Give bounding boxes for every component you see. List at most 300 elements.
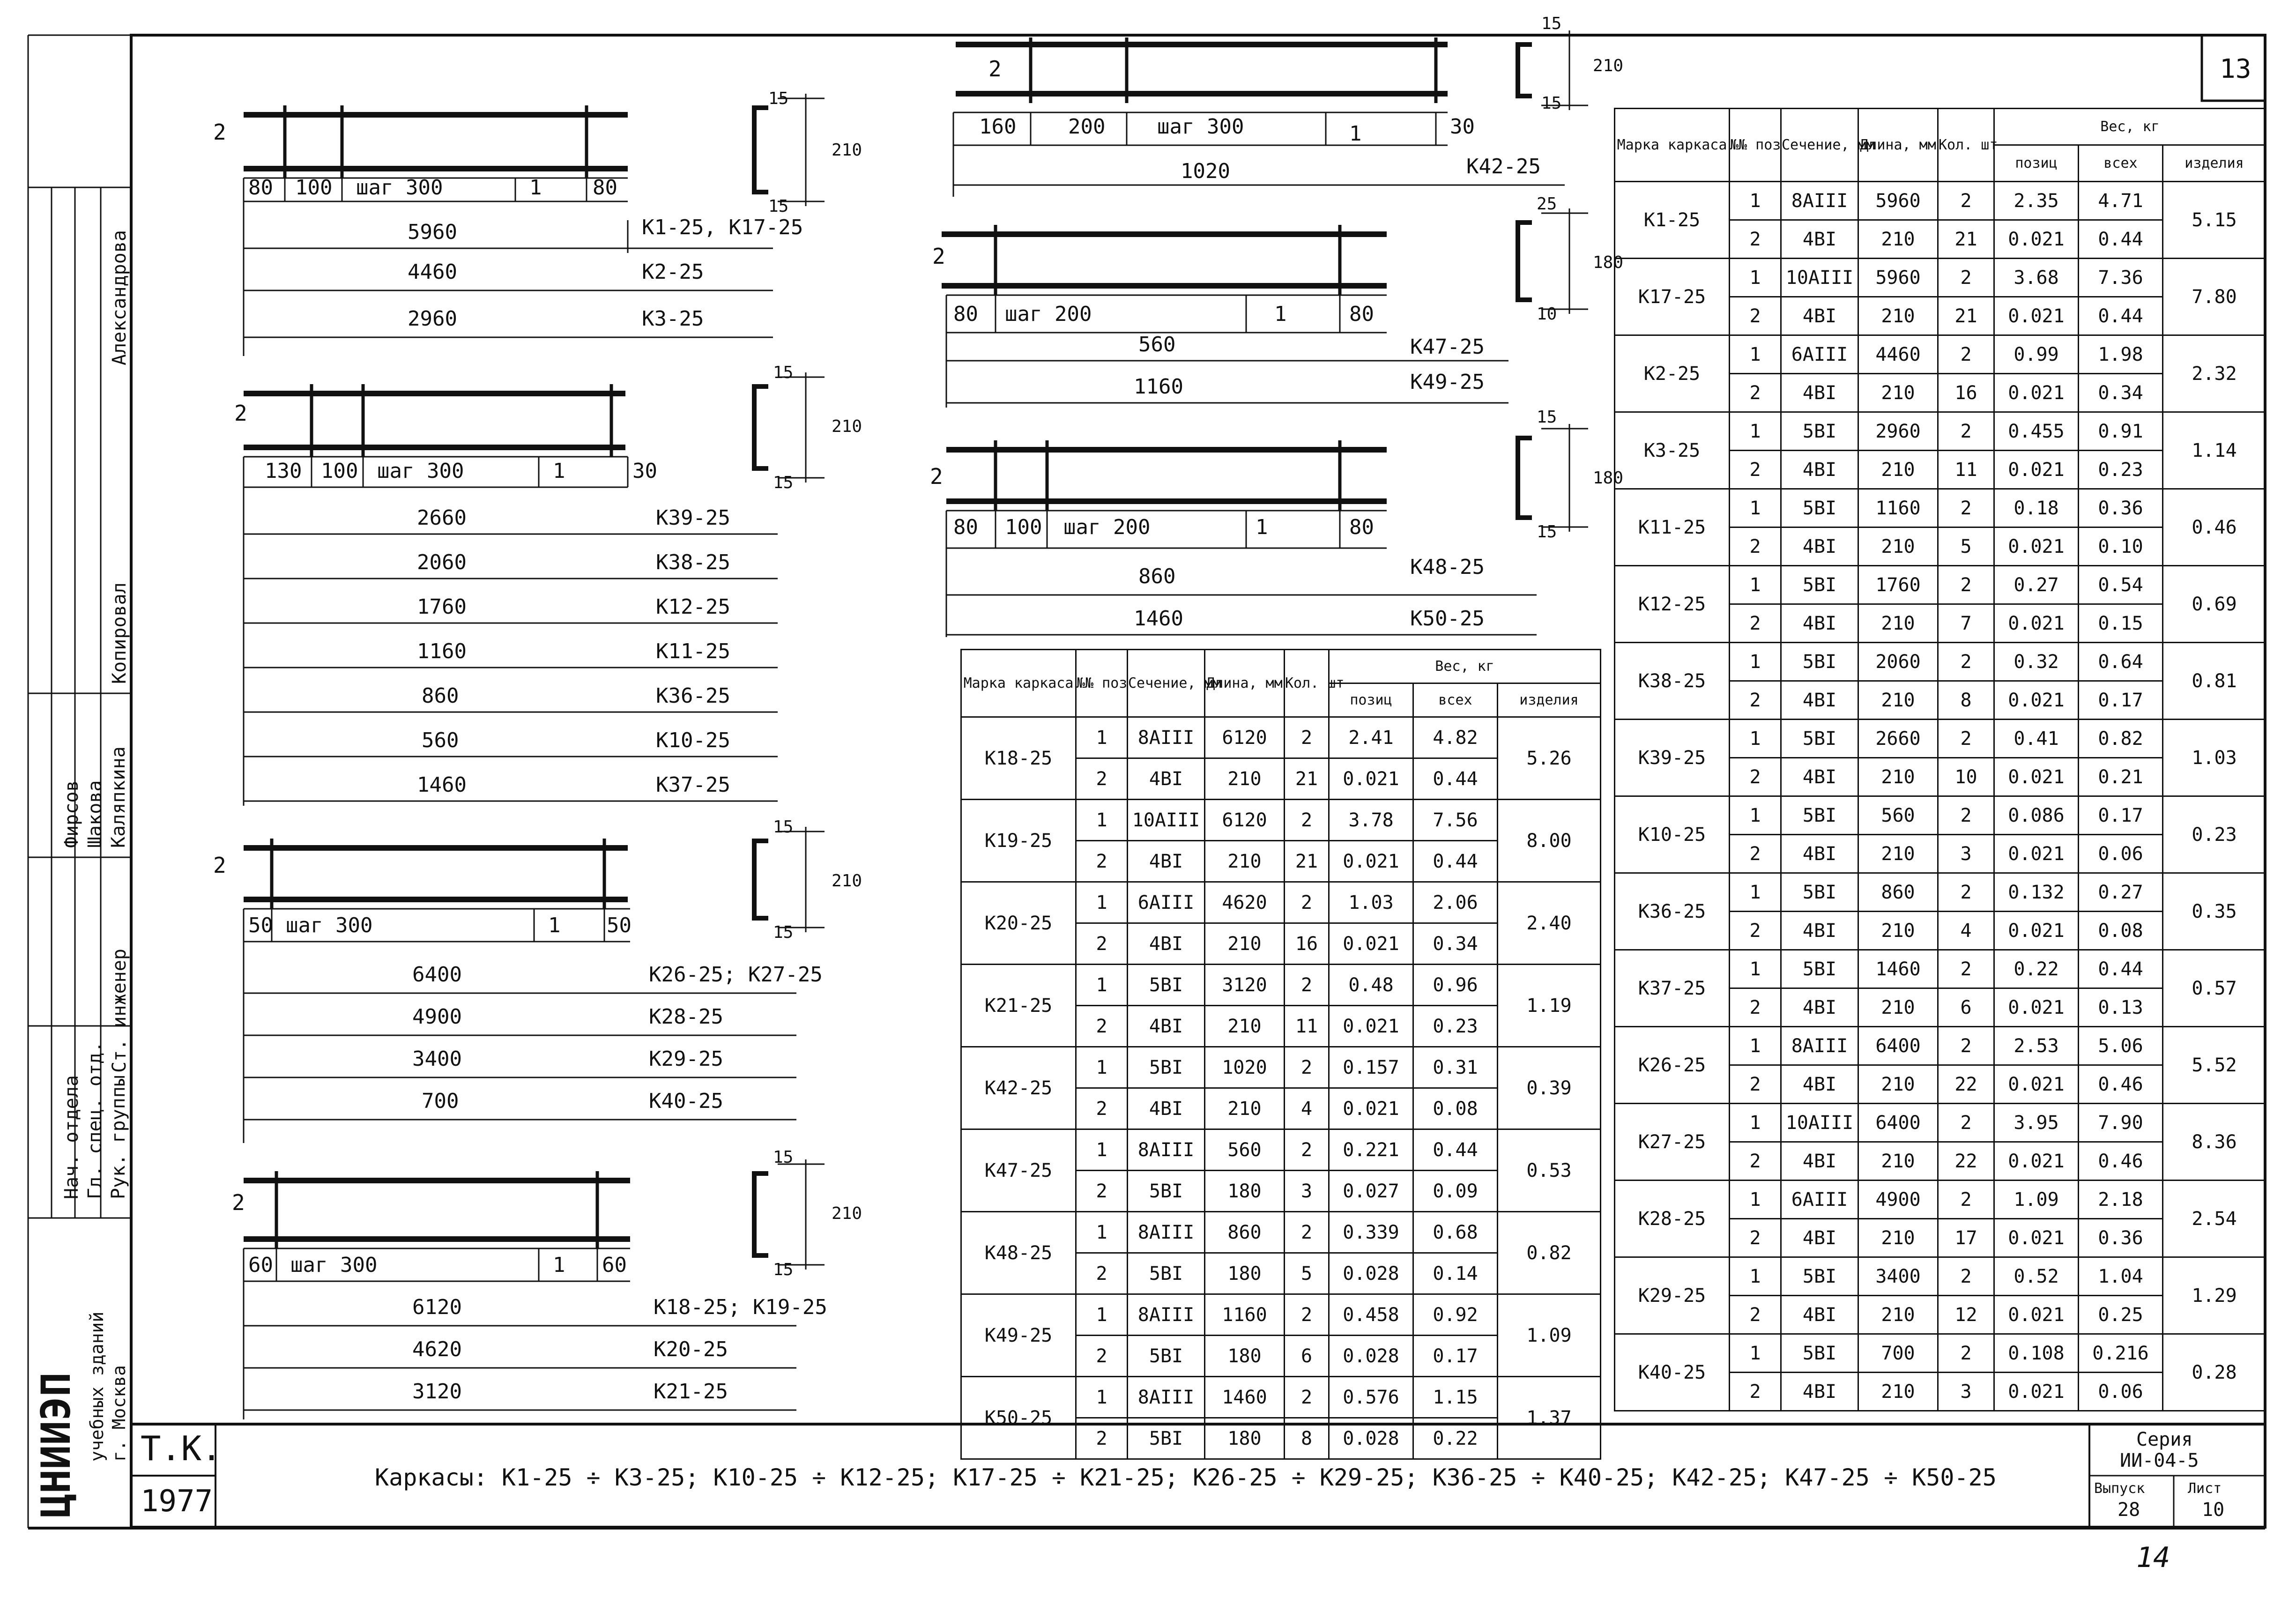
item-weight-cell: 5.52 bbox=[2163, 1027, 2266, 1104]
section-dim: 15 bbox=[773, 473, 794, 492]
quantity-cell: 7 bbox=[1938, 604, 1994, 643]
section-cell: 4BI bbox=[1781, 912, 1858, 950]
length-cell: 6400 bbox=[1858, 1104, 1938, 1142]
item-weight-cell: 2.32 bbox=[2163, 335, 2266, 412]
quantity-cell: 12 bbox=[1938, 1296, 1994, 1334]
table-row bbox=[1615, 950, 2266, 988]
weight-all-cell: 0.54 bbox=[2079, 566, 2163, 604]
weight-all-cell: 1.15 bbox=[1413, 1377, 1498, 1418]
quantity-cell: 2 bbox=[1938, 259, 1994, 297]
table-row bbox=[1615, 1334, 2266, 1373]
position-cell: 1 bbox=[1730, 566, 1781, 604]
section-dim: 15 bbox=[773, 817, 794, 837]
table-row bbox=[1615, 720, 2266, 758]
position-cell: 1 bbox=[1076, 1129, 1128, 1171]
table-row bbox=[961, 1377, 1601, 1418]
header-weight: Вес, кг bbox=[1994, 109, 2266, 145]
header-section: Сечение, мм bbox=[1128, 650, 1205, 717]
quantity-cell: 2 bbox=[1285, 1047, 1329, 1088]
header-weight-all: всех bbox=[1413, 683, 1498, 717]
section-cell: 4BI bbox=[1781, 1142, 1858, 1181]
position-cell: 1 bbox=[1076, 717, 1128, 758]
length-value: 1460 bbox=[417, 773, 467, 797]
quantity-cell: 2 bbox=[1938, 1027, 1994, 1065]
quantity-cell: 2 bbox=[1285, 717, 1329, 758]
weight-all-cell: 0.25 bbox=[2079, 1296, 2163, 1334]
item-weight-cell: 7.80 bbox=[2163, 259, 2266, 335]
weight-position-cell: 0.021 bbox=[1994, 1373, 2079, 1411]
length-value: 700 bbox=[422, 1089, 459, 1113]
length-cell: 210 bbox=[1858, 220, 1938, 259]
section-cell: 5BI bbox=[1781, 412, 1858, 451]
position-cell: 2 bbox=[1730, 1373, 1781, 1411]
position-cell: 2 bbox=[1730, 912, 1781, 950]
mark-list: К10-25 bbox=[656, 728, 730, 752]
length-value: 6120 bbox=[412, 1295, 462, 1319]
weight-all-cell: 7.56 bbox=[1413, 800, 1498, 841]
length-cell: 3400 bbox=[1858, 1257, 1938, 1296]
mark-list: К47-25 bbox=[1410, 335, 1485, 359]
weight-all-cell: 4.71 bbox=[2079, 182, 2163, 220]
quantity-cell: 17 bbox=[1938, 1219, 1994, 1257]
frame-mark-cell: К49-25 bbox=[961, 1294, 1076, 1377]
dim-seg: 1 bbox=[529, 176, 542, 200]
table-row bbox=[1615, 1104, 2266, 1142]
dim-seg: 1 bbox=[553, 459, 565, 483]
stamp-name: Шакова bbox=[84, 780, 106, 848]
position-cell: 1 bbox=[1076, 1212, 1128, 1253]
mark-list: К28-25 bbox=[649, 1005, 723, 1029]
length-cell: 210 bbox=[1858, 1296, 1938, 1334]
frame-mark-cell: К36-25 bbox=[1615, 873, 1730, 950]
stamp-role: Нач. отдела bbox=[61, 1075, 82, 1199]
section-cell: 4BI bbox=[1781, 1296, 1858, 1334]
weight-position-cell: 0.021 bbox=[1994, 1296, 2079, 1334]
frame-mark-cell: К50-25 bbox=[961, 1377, 1076, 1459]
weight-position-cell: 2.35 bbox=[1994, 182, 2079, 220]
weight-all-cell: 0.91 bbox=[2079, 412, 2163, 451]
position-cell: 2 bbox=[1730, 527, 1781, 566]
dim-seg: 160 bbox=[979, 115, 1017, 139]
section-cell: 10AIII bbox=[1781, 1104, 1858, 1142]
header-mark: Марка каркаса bbox=[1615, 109, 1730, 182]
section-dim: 15 bbox=[773, 363, 794, 382]
series-label: Серия bbox=[2136, 1429, 2193, 1450]
weight-all-cell: 0.44 bbox=[1413, 841, 1498, 882]
dim-seg: шаг 200 bbox=[1005, 302, 1092, 326]
section-cell: 8AIII bbox=[1128, 1212, 1205, 1253]
dim-seg: 50 bbox=[248, 913, 273, 937]
stamp-role: Копировал bbox=[109, 582, 130, 684]
weight-all-cell: 0.23 bbox=[2079, 451, 2163, 489]
header-weight-item: изделия bbox=[2163, 145, 2266, 182]
quantity-cell: 5 bbox=[1285, 1253, 1329, 1294]
section-cell: 5BI bbox=[1781, 1334, 1858, 1373]
length-cell: 210 bbox=[1858, 1142, 1938, 1181]
section-dim: 10 bbox=[1537, 304, 1557, 324]
length-cell: 6400 bbox=[1858, 1027, 1938, 1065]
weight-all-cell: 0.08 bbox=[2079, 912, 2163, 950]
bar-label: 2 bbox=[930, 464, 943, 489]
weight-position-cell: 3.68 bbox=[1994, 259, 2079, 297]
header-length: Длина, мм bbox=[1858, 109, 1938, 182]
position-cell: 2 bbox=[1076, 1336, 1128, 1377]
length-cell: 560 bbox=[1858, 796, 1938, 835]
item-weight-cell: 0.39 bbox=[1498, 1047, 1601, 1129]
quantity-cell: 11 bbox=[1938, 451, 1994, 489]
mark-list: К20-25 bbox=[654, 1337, 728, 1361]
table-row bbox=[961, 800, 1601, 841]
item-weight-cell: 5.15 bbox=[2163, 182, 2266, 259]
quantity-cell: 2 bbox=[1285, 1294, 1329, 1336]
length-value: 3400 bbox=[412, 1047, 462, 1071]
weight-all-cell: 0.21 bbox=[2079, 758, 2163, 796]
stamp-name: Каляпкина bbox=[108, 746, 129, 848]
frame-mark-cell: К28-25 bbox=[1615, 1181, 1730, 1257]
section-cell: 5BI bbox=[1128, 1253, 1205, 1294]
length-cell: 210 bbox=[1858, 758, 1938, 796]
mark-list: К49-25 bbox=[1410, 370, 1485, 394]
length-cell: 180 bbox=[1205, 1418, 1285, 1459]
section-dim: 210 bbox=[832, 417, 862, 436]
frame-mark-cell: К12-25 bbox=[1615, 566, 1730, 643]
header-weight-all: всех bbox=[2079, 145, 2163, 182]
section-cell: 5BI bbox=[1781, 643, 1858, 681]
item-weight-cell: 0.28 bbox=[2163, 1334, 2266, 1411]
frame-mark-cell: К40-25 bbox=[1615, 1334, 1730, 1411]
mark-list: К3-25 bbox=[642, 307, 704, 331]
weight-all-cell: 0.13 bbox=[2079, 988, 2163, 1027]
weight-position-cell: 0.576 bbox=[1329, 1377, 1413, 1418]
section-cell: 5BI bbox=[1781, 720, 1858, 758]
length-cell: 4900 bbox=[1858, 1181, 1938, 1219]
weight-position-cell: 0.18 bbox=[1994, 489, 2079, 527]
frame-mark-cell: К3-25 bbox=[1615, 412, 1730, 489]
section-dim: 15 bbox=[768, 89, 789, 108]
length-value: 6400 bbox=[412, 963, 462, 987]
weight-all-cell: 0.17 bbox=[2079, 796, 2163, 835]
dim-seg: 30 bbox=[632, 459, 657, 483]
length-value: 560 bbox=[422, 728, 459, 752]
weight-all-cell: 2.18 bbox=[2079, 1181, 2163, 1219]
section-dim: 180 bbox=[1593, 468, 1624, 488]
weight-position-cell: 0.021 bbox=[1994, 297, 2079, 335]
quantity-cell: 3 bbox=[1285, 1171, 1329, 1212]
section-cell: 5BI bbox=[1128, 1171, 1205, 1212]
length-cell: 2060 bbox=[1858, 643, 1938, 681]
weight-all-cell: 0.27 bbox=[2079, 873, 2163, 912]
quantity-cell: 2 bbox=[1285, 965, 1329, 1006]
weight-all-cell: 0.22 bbox=[1413, 1418, 1498, 1459]
position-cell: 2 bbox=[1730, 1065, 1781, 1104]
table-row bbox=[1615, 643, 2266, 681]
sheet-title: Каркасы: К1-25 ÷ К3-25; К10-25 ÷ К12-25; К17-25 ÷ К21-25; К26-25 ÷ К29-25; К36-25 ÷ К40-25; К42-25; К47-25 ÷ К50-25 bbox=[375, 1464, 1997, 1491]
position-cell: 1 bbox=[1730, 643, 1781, 681]
section-cell: 8AIII bbox=[1128, 717, 1205, 758]
header-qty: Кол. шт bbox=[1938, 109, 1994, 182]
position-cell: 2 bbox=[1730, 220, 1781, 259]
section-cell: 5BI bbox=[1781, 566, 1858, 604]
spec-table-middle bbox=[960, 649, 1601, 1460]
position-cell: 2 bbox=[1730, 758, 1781, 796]
weight-position-cell: 0.021 bbox=[1329, 841, 1413, 882]
header-weight: Вес, кг bbox=[1329, 650, 1601, 683]
quantity-cell: 2 bbox=[1285, 1129, 1329, 1171]
length-cell: 210 bbox=[1858, 297, 1938, 335]
section-cell: 4BI bbox=[1781, 1373, 1858, 1411]
length-cell: 1020 bbox=[1205, 1047, 1285, 1088]
stamp-role: Ст. инженер bbox=[109, 949, 130, 1073]
frame-mark-cell: К2-25 bbox=[1615, 335, 1730, 412]
length-cell: 210 bbox=[1858, 912, 1938, 950]
position-cell: 1 bbox=[1730, 335, 1781, 374]
section-cell: 10AIII bbox=[1128, 800, 1205, 841]
section-cell: 8AIII bbox=[1781, 182, 1858, 220]
weight-all-cell: 0.17 bbox=[1413, 1336, 1498, 1377]
section-dim: 15 bbox=[1537, 522, 1557, 542]
frame-mark-cell: К19-25 bbox=[961, 800, 1076, 882]
length-cell: 1160 bbox=[1205, 1294, 1285, 1336]
quantity-cell: 8 bbox=[1285, 1418, 1329, 1459]
weight-position-cell: 0.455 bbox=[1994, 412, 2079, 451]
length-value: 2060 bbox=[417, 550, 467, 574]
table-row bbox=[1615, 1027, 2266, 1065]
section-dim: 15 bbox=[773, 1260, 794, 1279]
position-cell: 2 bbox=[1730, 1219, 1781, 1257]
header-weight-pos: позиц bbox=[1329, 683, 1413, 717]
weight-all-cell: 0.44 bbox=[1413, 1129, 1498, 1171]
frame-mark-cell: К18-25 bbox=[961, 717, 1076, 800]
section-dim: 15 bbox=[1541, 14, 1562, 33]
dim-seg: 60 bbox=[248, 1253, 273, 1277]
length-value: 4900 bbox=[412, 1005, 462, 1029]
section-cell: 6AIII bbox=[1781, 1181, 1858, 1219]
length-cell: 1460 bbox=[1205, 1377, 1285, 1418]
weight-position-cell: 0.028 bbox=[1329, 1336, 1413, 1377]
item-weight-cell: 0.69 bbox=[2163, 566, 2266, 643]
quantity-cell: 2 bbox=[1938, 335, 1994, 374]
weight-position-cell: 0.108 bbox=[1994, 1334, 2079, 1373]
item-weight-cell: 1.19 bbox=[1498, 965, 1601, 1047]
frame-mark-cell: К10-25 bbox=[1615, 796, 1730, 873]
dim-seg: 80 bbox=[953, 515, 978, 539]
length-cell: 860 bbox=[1205, 1212, 1285, 1253]
section-cell: 4BI bbox=[1781, 681, 1858, 720]
section-cell: 4BI bbox=[1781, 220, 1858, 259]
weight-position-cell: 0.027 bbox=[1329, 1171, 1413, 1212]
length-cell: 210 bbox=[1858, 527, 1938, 566]
length-cell: 210 bbox=[1858, 1219, 1938, 1257]
position-cell: 2 bbox=[1730, 681, 1781, 720]
length-value: 860 bbox=[1138, 564, 1176, 588]
table-row bbox=[1615, 796, 2266, 835]
weight-all-cell: 7.90 bbox=[2079, 1104, 2163, 1142]
length-cell: 210 bbox=[1858, 604, 1938, 643]
item-weight-cell: 0.82 bbox=[1498, 1212, 1601, 1294]
quantity-cell: 11 bbox=[1285, 1006, 1329, 1047]
section-cell: 5BI bbox=[1781, 1257, 1858, 1296]
weight-all-cell: 0.34 bbox=[1413, 923, 1498, 965]
frame-mark-cell: К38-25 bbox=[1615, 643, 1730, 720]
weight-all-cell: 0.10 bbox=[2079, 527, 2163, 566]
weight-position-cell: 0.021 bbox=[1994, 451, 2079, 489]
bar-label: 2 bbox=[232, 1190, 245, 1215]
quantity-cell: 21 bbox=[1938, 220, 1994, 259]
position-cell: 1 bbox=[1076, 1294, 1128, 1336]
length-value: 2660 bbox=[417, 506, 467, 530]
header-weight-pos: позиц bbox=[1994, 145, 2079, 182]
quantity-cell: 3 bbox=[1938, 835, 1994, 873]
weight-position-cell: 0.021 bbox=[1994, 835, 2079, 873]
length-cell: 210 bbox=[1858, 1065, 1938, 1104]
dim-seg: 80 bbox=[248, 176, 273, 200]
item-weight-cell: 0.53 bbox=[1498, 1129, 1601, 1212]
weight-position-cell: 0.021 bbox=[1994, 220, 2079, 259]
weight-all-cell: 0.64 bbox=[2079, 643, 2163, 681]
item-weight-cell: 1.09 bbox=[1498, 1294, 1601, 1377]
stamp-name: Фирсов bbox=[61, 780, 82, 848]
quantity-cell: 2 bbox=[1938, 720, 1994, 758]
frame-mark-cell: К42-25 bbox=[961, 1047, 1076, 1129]
frame-mark-cell: К48-25 bbox=[961, 1212, 1076, 1294]
position-cell: 2 bbox=[1076, 841, 1128, 882]
quantity-cell: 21 bbox=[1285, 841, 1329, 882]
table-row bbox=[1615, 259, 2266, 297]
length-cell: 210 bbox=[1858, 681, 1938, 720]
section-cell: 5BI bbox=[1128, 1336, 1205, 1377]
weight-all-cell: 0.14 bbox=[1413, 1253, 1498, 1294]
quantity-cell: 10 bbox=[1938, 758, 1994, 796]
length-cell: 6120 bbox=[1205, 800, 1285, 841]
quantity-cell: 2 bbox=[1285, 1377, 1329, 1418]
length-value: 4460 bbox=[408, 260, 457, 284]
item-weight-cell: 1.29 bbox=[2163, 1257, 2266, 1334]
section-dim: 25 bbox=[1537, 194, 1557, 214]
organization-name: ЦНИИЭП bbox=[33, 1372, 80, 1518]
dim-seg: шаг 300 bbox=[286, 913, 373, 937]
weight-position-cell: 0.021 bbox=[1994, 1065, 2079, 1104]
mark-list: К11-25 bbox=[656, 639, 730, 663]
weight-all-cell: 0.82 bbox=[2079, 720, 2163, 758]
quantity-cell: 2 bbox=[1285, 882, 1329, 923]
quantity-cell: 2 bbox=[1938, 412, 1994, 451]
length-cell: 6120 bbox=[1205, 717, 1285, 758]
table-row bbox=[1615, 489, 2266, 527]
mark-list: К50-25 bbox=[1410, 607, 1485, 631]
quantity-cell: 4 bbox=[1938, 912, 1994, 950]
position-cell: 2 bbox=[1730, 1142, 1781, 1181]
weight-all-cell: 0.216 bbox=[2079, 1334, 2163, 1373]
weight-position-cell: 0.132 bbox=[1994, 873, 2079, 912]
header-mark: Марка каркаса bbox=[961, 650, 1076, 717]
length-cell: 210 bbox=[1858, 835, 1938, 873]
sheet-number: 13 bbox=[2220, 54, 2251, 84]
weight-all-cell: 0.09 bbox=[1413, 1171, 1498, 1212]
mark-list: К48-25 bbox=[1410, 555, 1485, 579]
mark-list: К39-25 bbox=[656, 506, 730, 530]
weight-position-cell: 3.95 bbox=[1994, 1104, 2079, 1142]
weight-position-cell: 0.021 bbox=[1994, 1219, 2079, 1257]
position-cell: 1 bbox=[1730, 489, 1781, 527]
frame-mark-cell: К21-25 bbox=[961, 965, 1076, 1047]
item-weight-cell: 0.46 bbox=[2163, 489, 2266, 566]
position-cell: 2 bbox=[1076, 1171, 1128, 1212]
position-cell: 1 bbox=[1076, 800, 1128, 841]
dim-seg: 50 bbox=[607, 913, 632, 937]
weight-position-cell: 0.32 bbox=[1994, 643, 2079, 681]
section-dim: 180 bbox=[1593, 253, 1624, 272]
quantity-cell: 2 bbox=[1938, 796, 1994, 835]
section-dim: 15 bbox=[1541, 94, 1562, 113]
section-dim: 15 bbox=[773, 923, 794, 942]
length-cell: 210 bbox=[1205, 841, 1285, 882]
table-row bbox=[961, 717, 1601, 758]
section-dim: 210 bbox=[832, 141, 862, 160]
section-dim: 15 bbox=[1537, 408, 1557, 427]
length-cell: 2660 bbox=[1858, 720, 1938, 758]
weight-position-cell: 0.157 bbox=[1329, 1047, 1413, 1088]
weight-position-cell: 0.021 bbox=[1329, 1088, 1413, 1129]
length-cell: 5960 bbox=[1858, 182, 1938, 220]
quantity-cell: 2 bbox=[1938, 1181, 1994, 1219]
dim-seg: 1 bbox=[548, 913, 561, 937]
weight-all-cell: 1.04 bbox=[2079, 1257, 2163, 1296]
quantity-cell: 2 bbox=[1938, 643, 1994, 681]
frame-mark-cell: К17-25 bbox=[1615, 259, 1730, 335]
header-weight-item: изделия bbox=[1498, 683, 1601, 717]
weight-position-cell: 0.48 bbox=[1329, 965, 1413, 1006]
section-dim: 210 bbox=[832, 1204, 862, 1223]
quantity-cell: 2 bbox=[1938, 566, 1994, 604]
tk-label: Т.К. bbox=[141, 1429, 222, 1468]
weight-all-cell: 0.44 bbox=[2079, 220, 2163, 259]
quantity-cell: 3 bbox=[1938, 1373, 1994, 1411]
weight-position-cell: 0.028 bbox=[1329, 1418, 1413, 1459]
length-value: 3120 bbox=[412, 1380, 462, 1404]
quantity-cell: 6 bbox=[1938, 988, 1994, 1027]
position-cell: 2 bbox=[1076, 1006, 1128, 1047]
header-length: Длина, мм bbox=[1205, 650, 1285, 717]
section-cell: 5BI bbox=[1781, 796, 1858, 835]
position-cell: 1 bbox=[1076, 965, 1128, 1006]
table-row bbox=[961, 1047, 1601, 1088]
dim-seg: 60 bbox=[602, 1253, 627, 1277]
position-cell: 2 bbox=[1730, 451, 1781, 489]
item-weight-cell: 0.81 bbox=[2163, 643, 2266, 720]
weight-position-cell: 2.41 bbox=[1329, 717, 1413, 758]
weight-position-cell: 0.021 bbox=[1994, 374, 2079, 412]
section-cell: 5BI bbox=[1781, 950, 1858, 988]
weight-all-cell: 4.82 bbox=[1413, 717, 1498, 758]
frame-mark-cell: К1-25 bbox=[1615, 182, 1730, 259]
weight-all-cell: 2.06 bbox=[1413, 882, 1498, 923]
length-cell: 4620 bbox=[1205, 882, 1285, 923]
dim-seg: шаг 300 bbox=[377, 459, 464, 483]
length-value: 4620 bbox=[412, 1337, 462, 1361]
length-cell: 210 bbox=[1205, 1006, 1285, 1047]
quantity-cell: 5 bbox=[1938, 527, 1994, 566]
position-cell: 1 bbox=[1730, 1027, 1781, 1065]
position-cell: 2 bbox=[1076, 923, 1128, 965]
mark-list: К37-25 bbox=[656, 773, 730, 797]
quantity-cell: 21 bbox=[1285, 758, 1329, 800]
section-cell: 5BI bbox=[1128, 1047, 1205, 1088]
bar-label: 2 bbox=[988, 56, 1002, 82]
organization-sub: учебных зданий bbox=[87, 1311, 107, 1462]
header-pos: №№ поз bbox=[1076, 650, 1128, 717]
position-cell: 1 bbox=[1076, 1047, 1128, 1088]
section-cell: 8AIII bbox=[1781, 1027, 1858, 1065]
